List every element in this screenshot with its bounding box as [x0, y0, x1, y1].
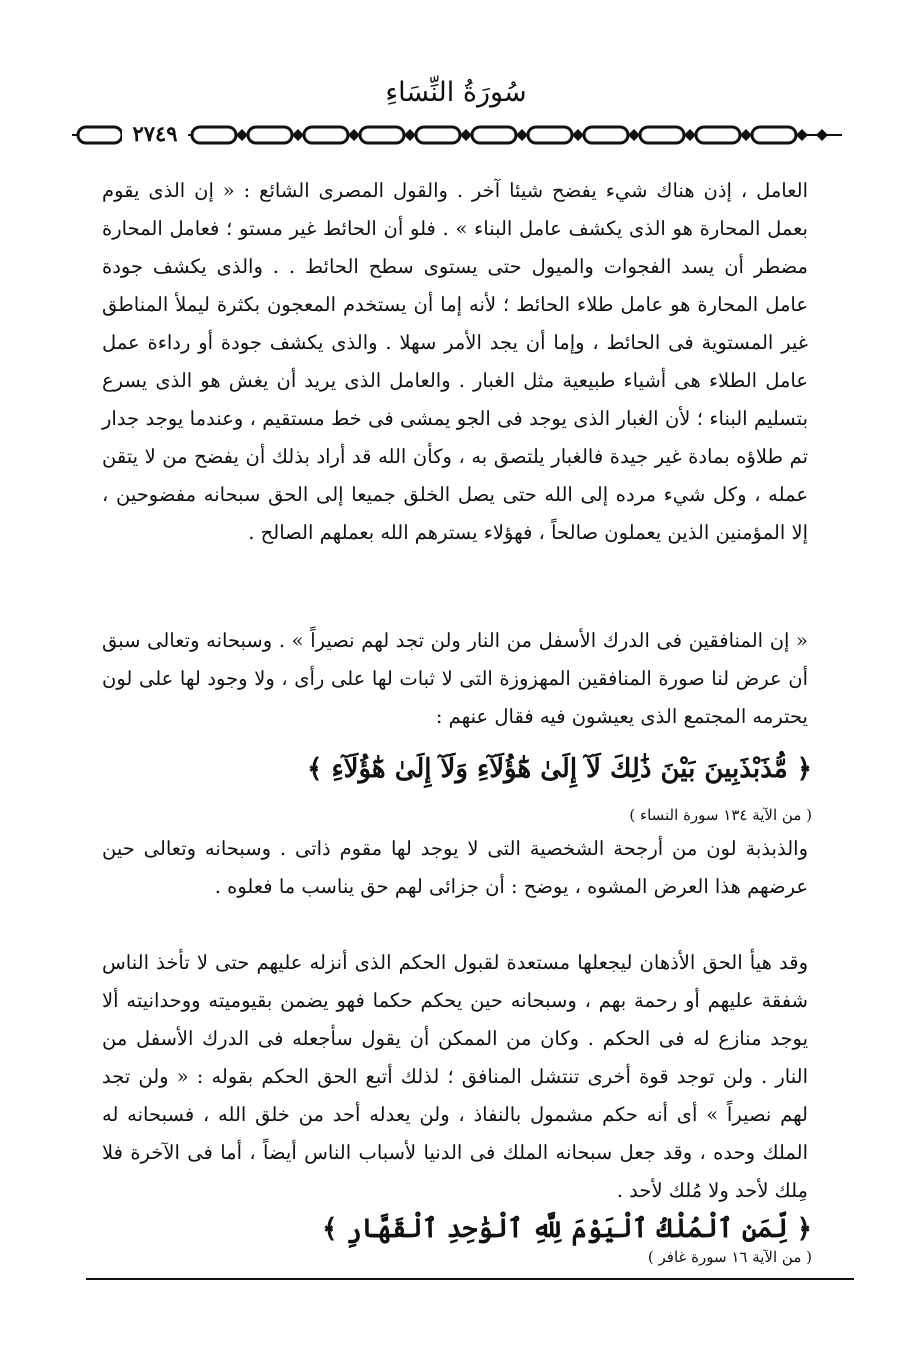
verse-2-reference: ( من الآية ١٦ سورة غافر )	[647, 1248, 812, 1266]
footer-rule	[86, 1278, 854, 1280]
text-block-2	[102, 622, 808, 736]
surah-title: سُورَةُ النِّسَاءِ	[385, 77, 527, 108]
verse-1-reference: ( من الآية ١٣٤ سورة النساء )	[629, 806, 812, 824]
paragraph-4: وقد هيأ الحق الأذهان ليجعلها مستعدة لقبول الحكم الذى أنزله عليهم حتى لا تأخذ الناس شفقة عليهم أو رحمة بهم ، وسبحانه حين يحكم حكما فهو يضمن بقيوميته ووحدانيته ألا يوجد منازع له فى الحكم . وكان من الممكن أن يقول سأجعله فى الدرك الأسفل من النار . ولن توجد قوة أخرى تنتشل المنافق ؛ لذلك أتبع الحق الحكم بقوله : « ولن تجد لهم نصيراً » أى أنه حكم مشمول بالنفاذ ، ولن يعدله أحد من خلق الله ، فسبحانه له الملك وحده ، وقد جعل سبحانه الملك فى الدنيا لأسباب الناس أيضاً ، أما فى الآخرة فلا مِلك لأحد ولا مُلك لأحد .	[102, 951, 808, 1202]
quran-verse-2: ﴿ لِّمَنِ ٱلْمُلْكُ ٱلْيَوْمَ لِلَّهِ ٱلْوَٰحِدِ ٱلْقَهَّارِ ﴾	[322, 1214, 812, 1244]
paragraph-1: العامل ، إذن هناك شيء يفضح شيئا آخر . والقول المصرى الشائع : « إن الذى يقوم بعمل المحارة هو الذى يكشف عامل البناء » . فلو أن الحائط غير مستو ؛ فعامل المحارة مضطر أن يسد الفجوات والميول حتى يستوى سطح الحائط . . والذى يكشف جودة عامل المحارة هو عامل طلاء الحائط ؛ لأنه إما أن يستخدم المعجون بكثرة ليملأ المناطق غير المستوية فى الحائط ، وإما أن يجد الأمر سهلا . والذى يكشف جودة أو رداءة عمل عامل الطلاء هى أشياء طبيعية مثل الغبار . والعامل الذى يريد أن يغش هو الذى يسرع بتسليم البناء ؛ لأن الغبار الذى يوجد فى الجو يمشى فى خط مستقيم ، وعندما يوجد جدار تم طلاؤه بمادة غير جيدة فالغبار يلتصق به ، وكأن الله قد أراد بذلك أن يفضح من لا يتقن عمله ، وكل شيء مرده إلى الله حتى يصل الخلق جميعا إلى الحق سبحانه مفضوحين ، إلا المؤمنين الذين يعملون صالحاً ، فهؤلاء يسترهم الله بعملهم الصالح .	[102, 179, 808, 544]
text-block-1	[102, 172, 808, 552]
paragraph-2: « إن المنافقين فى الدرك الأسفل من النار ولن تجد لهم نصيراً » . وسبحانه وتعالى سبق أن عرض لنا صورة المنافقين المهزوزة التى لا ثبات لها على رأى ، ولا وجود لها على لون يحترمه المجتمع الذى يعيشون فيه فقال عنهم :	[102, 629, 808, 728]
quran-verse-1: ﴿ مُّذَبْذَبِينَ بَيْنَ ذَٰلِكَ لَآ إِلَىٰ هَٰٓؤُلَآءِ وَلَآ إِلَىٰ هَٰٓؤُلَآءِ ﴾	[307, 754, 812, 784]
text-block-4	[102, 944, 808, 1210]
page-number: ٢٧٤٩	[122, 120, 188, 148]
text-block-3	[102, 830, 808, 906]
paragraph-3: والذبذبة لون من أرجحة الشخصية التى لا يوجد لها مقوم ذاتى . وسبحانه وتعالى حين عرضهم هذا العرض المشوه ، يوضح : أن جزائى لهم حق يناسب ما فعلوه .	[102, 837, 808, 898]
